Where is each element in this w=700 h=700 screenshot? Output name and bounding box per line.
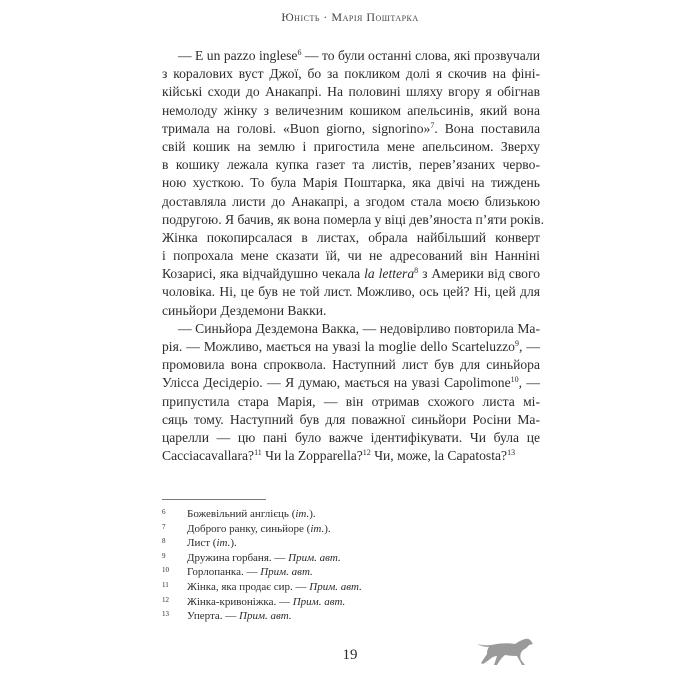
footnote: 8 Лист (іт.). (162, 537, 237, 550)
text-run: свій кошик на землю і пригостила мене апельсином. Зверху (162, 138, 540, 154)
footnote: 6 Божевільний англієць (іт.). (162, 508, 316, 520)
text-run: припустила стара Марія, — він отримав схожого листа мі- (162, 393, 540, 409)
text-line (162, 156, 540, 174)
text-line (162, 247, 540, 265)
text-line (162, 393, 540, 411)
footnote: 13 Уперта. — Прим. авт. (162, 610, 292, 623)
footnote-ref: 9 (514, 339, 519, 348)
text-run: ). (324, 522, 331, 535)
text-run: Cacciacavallara? (162, 448, 255, 464)
text-run: іт. (295, 508, 310, 520)
footnote-ref: 10 (510, 375, 519, 385)
text-run: Чи la Zopparella? (261, 448, 363, 464)
text-line (162, 265, 540, 283)
text-line (162, 65, 540, 83)
text-run: Уперта. — (187, 610, 240, 623)
dog-illustration-icon (475, 636, 535, 673)
text-line (162, 338, 540, 356)
text-run: . Вона поставила (434, 120, 540, 136)
text-run: ною хусткою. То була Марія Поштарка, яка двічі на тиждень (162, 175, 540, 191)
footnote-ref: 7 (430, 120, 435, 130)
text-line (162, 102, 540, 120)
text-run: з Америки від свого (418, 266, 540, 282)
text-run: Жінка покопирсалася в листах, обрала найбільший конверт (162, 229, 540, 245)
footnote: 11 Жінка, яка продає сир. — Прим. авт. (162, 580, 362, 593)
text-run: , — (518, 375, 541, 391)
text-run: Прим. авт. (288, 551, 341, 564)
text-run: ). (309, 508, 316, 520)
text-run: — то були останні слова, які прозвучали (301, 48, 540, 63)
text-run: Божевільний англієць ( (187, 508, 296, 520)
text-run: в кошику лежала купка газет та листів, перев’язаних червo- (162, 157, 540, 173)
text-run: іт. (310, 522, 325, 535)
text-run: і попрохала мене сказати їй, чи не адресований він Нанніні (162, 248, 540, 264)
text-run: царелли — цю пані було важче ідентифікувати. Чи була це (162, 429, 540, 445)
text-run: Доброго ранку, синьйоре ( (187, 522, 311, 535)
text-run: — Синьйора Дездемона Вакка, — недовірливо повторила Ма- (178, 320, 540, 336)
text-run: , — (518, 339, 540, 354)
text-line (162, 229, 540, 247)
text-run: Прим. авт. (292, 595, 346, 608)
text-line (162, 302, 540, 320)
text-run: сяць тому. Наступний був для поважної синьйори Росіни Ма- (162, 411, 540, 427)
text-line (162, 83, 540, 101)
text-run: Лист ( (187, 537, 217, 550)
footnotes (162, 507, 362, 624)
footnote: 7 Доброго ранку, синьйоре (іт.). (162, 522, 331, 535)
text-run: Прим. авт. (239, 610, 292, 623)
text-run: la lettera (364, 266, 415, 282)
footnote: 12 Жінка-кривоніжка. — Прим. авт. (162, 595, 346, 608)
text-line (162, 411, 540, 429)
body-text (162, 47, 544, 465)
text-line (162, 447, 540, 465)
text-run: Улісса Десідеріо. — Я думаю, мається на увазі Capolimone (162, 375, 511, 391)
text-line (162, 283, 540, 301)
text-run: Козарисі, яка відчайдушно чекала (162, 266, 365, 282)
text-run: Дружина горбаня. — (187, 551, 289, 564)
text-run: — E un pazzo inglese (178, 48, 298, 63)
text-line (162, 429, 540, 447)
text-line (162, 193, 540, 211)
text-run: Горлопанка. — (187, 566, 261, 579)
text-line (162, 138, 540, 156)
text-run: Жінка, яка продає сир. — (187, 580, 310, 593)
text-run: ). (230, 537, 237, 550)
text-run: тримала на голові. «Buon giorno, signorino» (162, 120, 431, 136)
text-run: Прим. авт. (260, 566, 313, 579)
footnote-ref: 6 (297, 48, 302, 57)
text-run: рія. — Можливо, мається на увазі la moglie dello Scarteluzzo (162, 339, 515, 354)
footnote-ref: 13 (507, 448, 516, 458)
footnote-ref: 12 (362, 448, 371, 458)
text-line (162, 174, 540, 192)
running-header: Юність · Марія Поштарка (281, 10, 419, 24)
text-line (162, 374, 540, 392)
text-run: доставляла листи до Анакапрі, а згодом стала моєю близькою (162, 193, 540, 209)
text-run: чоловіка. Ні, це був не той лист. Можливо, ось цей? Ні, цей для (162, 284, 540, 300)
text-run: з коралових вуст Джої, бо за покликом долі я скочив на фіні- (162, 66, 540, 82)
footnote: 10 Горлопанка. — Прим. авт. (162, 566, 313, 579)
text-run: промовила вона спроквола. Наступний лист був для синьйора (162, 357, 540, 373)
text-run: подругою. Я бачив, як вона померла у віці дев’яноста п’яти років. (162, 211, 544, 227)
text-run: синьйори Дездемони Вакки. (162, 302, 327, 318)
text-run: немолоду жінку з величезним кошиком апельсинів, який вона (162, 102, 540, 118)
text-line (162, 211, 544, 229)
footnote-divider (162, 499, 266, 500)
text-run: Жінка-кривоніжка. — (187, 595, 293, 608)
text-line (162, 120, 540, 138)
text-line (162, 356, 540, 374)
page-number: 19 (342, 647, 358, 663)
text-run: Чи, може, la Capatosta? (370, 448, 508, 464)
text-line (162, 320, 540, 338)
footnote-ref: 11 (254, 448, 262, 458)
footnote-ref: 8 (414, 266, 419, 276)
text-run: кійські сходи до Анакапрі. На половині шляху вгору я обігнав (162, 84, 540, 100)
text-run: іт. (216, 537, 231, 550)
text-run: Прим. авт. (309, 580, 362, 593)
footnote: 9 Дружина горбаня. — Прим. авт. (162, 551, 341, 564)
text-line (162, 47, 540, 65)
